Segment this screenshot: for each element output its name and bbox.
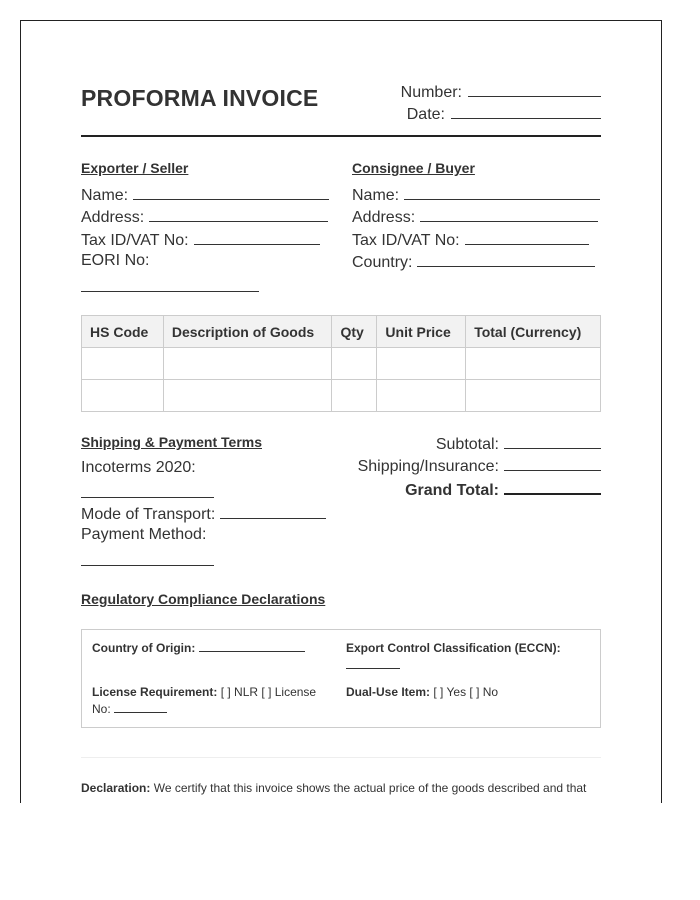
exporter-address-field bbox=[81, 207, 328, 227]
incoterms-label: Incoterms 2020: bbox=[81, 459, 196, 476]
col-total: Total (Currency) bbox=[466, 316, 601, 348]
col-qty: Qty bbox=[332, 316, 377, 348]
incoterms-input[interactable] bbox=[81, 497, 214, 498]
header-divider bbox=[81, 135, 601, 137]
license-input[interactable] bbox=[114, 701, 167, 713]
license-field bbox=[92, 684, 332, 718]
exporter-address-input[interactable] bbox=[149, 207, 328, 222]
table-cell[interactable] bbox=[332, 348, 377, 380]
exporter-tax-label: Tax ID/VAT No: bbox=[81, 232, 189, 249]
page-title: PROFORMA INVOICE bbox=[81, 85, 319, 111]
consignee-address-input[interactable] bbox=[420, 207, 598, 222]
grand-total-input[interactable] bbox=[504, 479, 601, 495]
eccn-field bbox=[346, 640, 586, 674]
table-cell[interactable] bbox=[466, 348, 601, 380]
transport-input[interactable] bbox=[220, 504, 326, 519]
consignee-name-label: Name: bbox=[352, 187, 400, 204]
table-row bbox=[82, 348, 601, 380]
exporter-address-label: Address: bbox=[81, 209, 145, 226]
shipping-field bbox=[358, 456, 601, 476]
exporter-name-field bbox=[81, 185, 329, 205]
consignee-name-field bbox=[352, 185, 600, 205]
origin-input[interactable] bbox=[199, 640, 305, 652]
date-label: Date: bbox=[406, 106, 445, 123]
col-hs-code: HS Code bbox=[82, 316, 164, 348]
exporter-eori-input[interactable] bbox=[81, 291, 259, 292]
exporter-eori-label: EORI No: bbox=[81, 252, 150, 269]
compliance-box bbox=[81, 629, 601, 728]
dualuse-field bbox=[346, 684, 586, 701]
number-field bbox=[381, 82, 601, 102]
eccn-label: Export Control Classification (ECCN): bbox=[346, 641, 561, 655]
subtotal-field bbox=[436, 434, 601, 454]
date-field bbox=[381, 104, 601, 124]
consignee-address-label: Address: bbox=[352, 209, 416, 226]
dualuse-label: Dual-Use Item: bbox=[346, 685, 431, 699]
declaration-label: Declaration: bbox=[81, 781, 151, 795]
invoice-page bbox=[20, 20, 662, 803]
shipping-input[interactable] bbox=[504, 456, 601, 471]
number-label: Number: bbox=[400, 84, 462, 101]
exporter-heading: Exporter / Seller bbox=[81, 160, 189, 176]
eccn-input[interactable] bbox=[346, 657, 400, 669]
consignee-address-field bbox=[352, 207, 598, 227]
subtotal-input[interactable] bbox=[504, 434, 601, 449]
exporter-tax-field bbox=[81, 230, 320, 250]
payment-label: Payment Method: bbox=[81, 526, 207, 543]
table-cell[interactable] bbox=[377, 380, 466, 412]
table-cell[interactable] bbox=[377, 348, 466, 380]
declaration-body: We certify that this invoice shows the actual price of the goods described and that bbox=[153, 781, 587, 795]
consignee-tax-label: Tax ID/VAT No: bbox=[352, 232, 460, 249]
consignee-tax-field bbox=[352, 230, 589, 250]
dualuse-options[interactable]: [ ] Yes [ ] No bbox=[433, 685, 499, 699]
license-options[interactable]: [ ] NLR [ ] License No: bbox=[92, 685, 317, 716]
license-label: License Requirement: bbox=[92, 685, 218, 699]
table-cell[interactable] bbox=[82, 348, 164, 380]
exporter-eori-field bbox=[81, 252, 149, 270]
exporter-tax-input[interactable] bbox=[194, 230, 320, 245]
grand-total-label: Grand Total: bbox=[405, 482, 499, 499]
declaration-text bbox=[81, 780, 601, 797]
consignee-country-field bbox=[352, 252, 595, 272]
date-input[interactable] bbox=[451, 104, 601, 119]
goods-table bbox=[81, 315, 601, 412]
table-cell[interactable] bbox=[163, 380, 332, 412]
number-input[interactable] bbox=[468, 82, 601, 97]
consignee-heading: Consignee / Buyer bbox=[352, 160, 475, 176]
transport-field bbox=[81, 504, 326, 524]
consignee-country-input[interactable] bbox=[417, 252, 595, 267]
exporter-name-input[interactable] bbox=[133, 185, 329, 200]
compliance-heading: Regulatory Compliance Declarations bbox=[81, 591, 326, 607]
origin-field bbox=[92, 640, 332, 657]
transport-label: Mode of Transport: bbox=[81, 506, 216, 523]
col-unit-price: Unit Price bbox=[377, 316, 466, 348]
shipping-label: Shipping/Insurance: bbox=[357, 458, 499, 475]
table-cell[interactable] bbox=[163, 348, 332, 380]
consignee-name-input[interactable] bbox=[404, 185, 600, 200]
payment-input[interactable] bbox=[81, 565, 214, 566]
grand-total-field bbox=[405, 479, 601, 500]
table-cell[interactable] bbox=[82, 380, 164, 412]
table-header-row bbox=[82, 316, 601, 348]
table-cell[interactable] bbox=[466, 380, 601, 412]
table-cell[interactable] bbox=[332, 380, 377, 412]
table-row bbox=[82, 380, 601, 412]
subtotal-label: Subtotal: bbox=[435, 436, 499, 453]
declaration-divider bbox=[81, 757, 601, 758]
consignee-tax-input[interactable] bbox=[465, 230, 589, 245]
consignee-country-label: Country: bbox=[352, 254, 413, 271]
origin-label: Country of Origin: bbox=[92, 641, 196, 655]
terms-heading: Shipping & Payment Terms bbox=[81, 434, 262, 450]
col-description: Description of Goods bbox=[163, 316, 332, 348]
exporter-name-label: Name: bbox=[81, 187, 129, 204]
